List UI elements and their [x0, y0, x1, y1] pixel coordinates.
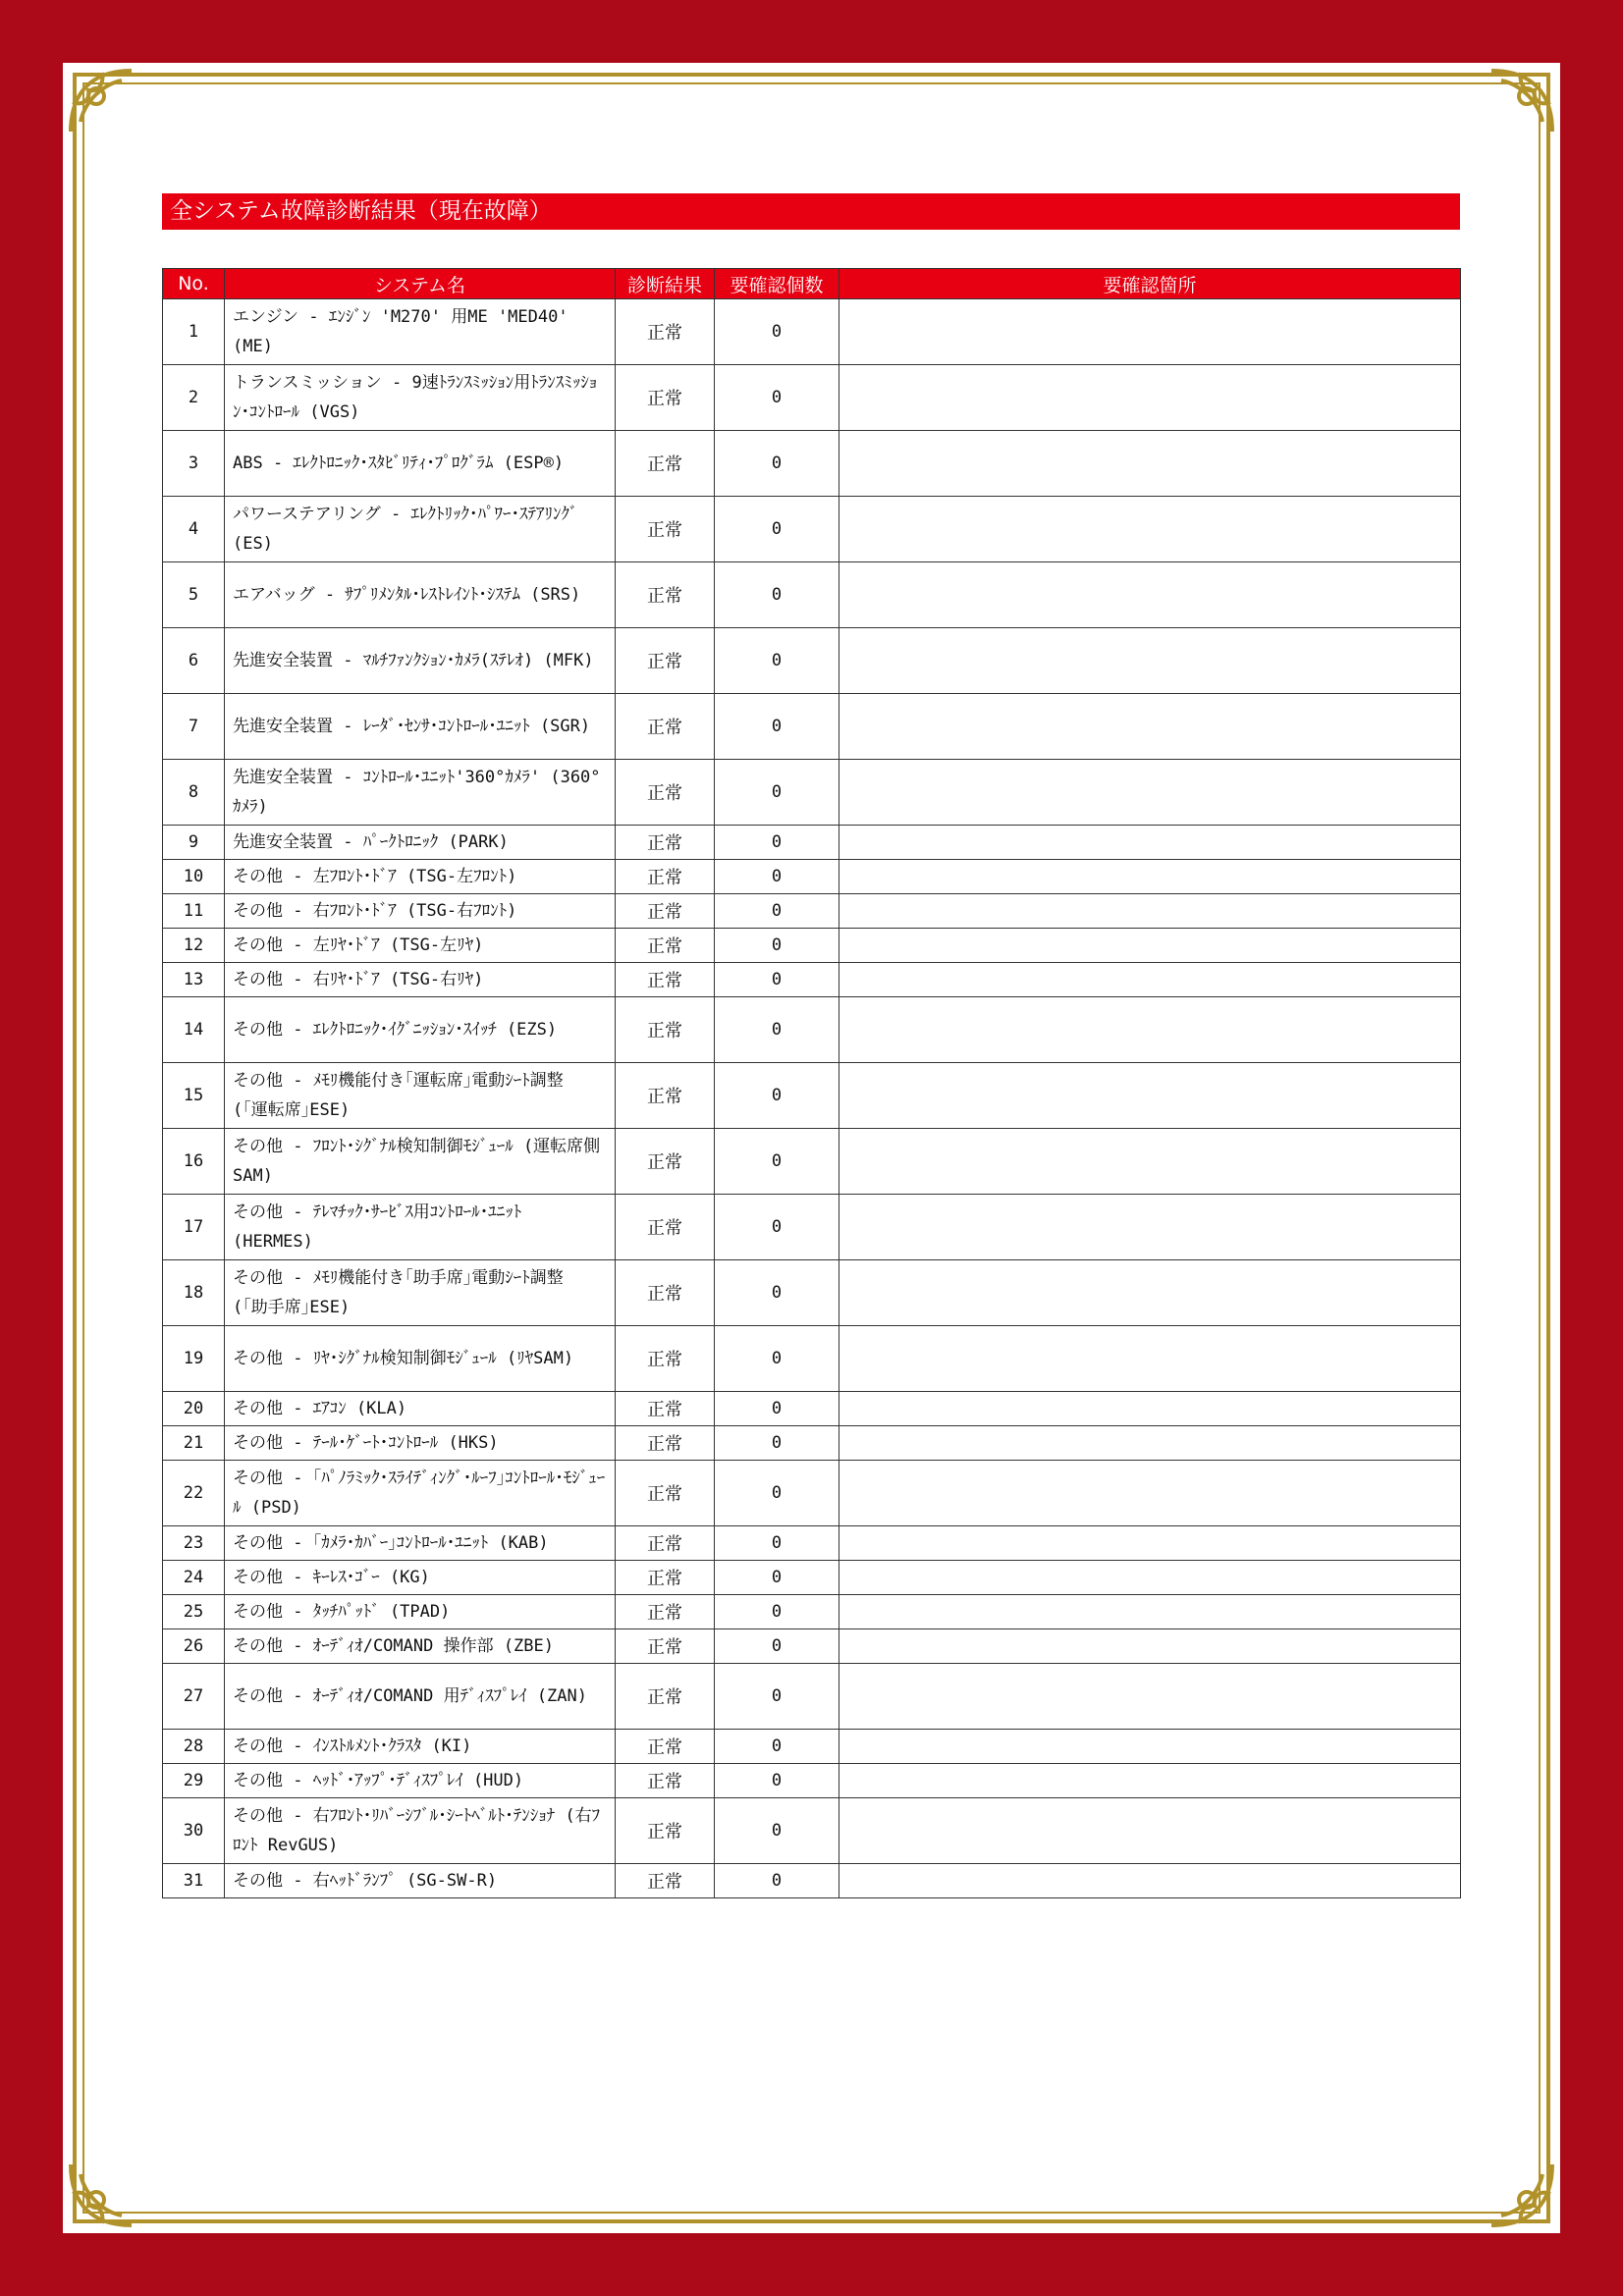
row-number: 23: [163, 1526, 225, 1561]
table-row: [163, 299, 1461, 365]
check-location: [839, 1561, 1461, 1595]
diagnosis-result: 正常: [616, 1864, 715, 1898]
system-name: 先進安全装置 - ﾚｰﾀﾞ･ｾﾝｻ･ｺﾝﾄﾛｰﾙ･ﾕﾆｯﾄ (SGR): [225, 694, 616, 760]
check-count: 0: [715, 431, 839, 497]
check-location: [839, 997, 1461, 1063]
report-page: [63, 63, 1560, 2233]
row-number: 10: [163, 860, 225, 894]
system-name: ABS - ｴﾚｸﾄﾛﾆｯｸ･ｽﾀﾋﾞﾘﾃｨ･ﾌﾟﾛｸﾞﾗﾑ (ESP®): [225, 431, 616, 497]
row-number: 27: [163, 1664, 225, 1730]
check-location: [839, 860, 1461, 894]
system-name: その他 - ｢ﾊﾟﾉﾗﾐｯｸ･ｽﾗｲﾃﾞｨﾝｸﾞ･ﾙｰﾌ｣ｺﾝﾄﾛｰﾙ･ﾓｼﾞｭｰﾙ (PSD): [225, 1461, 616, 1526]
diagnosis-result: 正常: [616, 628, 715, 694]
check-location: [839, 1864, 1461, 1898]
diagnosis-result: 正常: [616, 497, 715, 562]
table-row: [163, 1730, 1461, 1764]
diagnosis-result: 正常: [616, 860, 715, 894]
table-row: [163, 1864, 1461, 1898]
check-count: 0: [715, 1764, 839, 1798]
system-name: エアバッグ - ｻﾌﾟﾘﾒﾝﾀﾙ･ﾚｽﾄﾚｲﾝﾄ･ｼｽﾃﾑ (SRS): [225, 562, 616, 628]
row-number: 1: [163, 299, 225, 365]
check-location: [839, 1664, 1461, 1730]
check-location: [839, 1730, 1461, 1764]
check-location: [839, 1260, 1461, 1326]
check-location: [839, 1426, 1461, 1461]
check-count: 0: [715, 1461, 839, 1526]
table-row: [163, 1129, 1461, 1195]
table-row: [163, 1561, 1461, 1595]
row-number: 29: [163, 1764, 225, 1798]
diagnosis-result: 正常: [616, 1392, 715, 1426]
check-count: 0: [715, 1864, 839, 1898]
table-row: [163, 826, 1461, 860]
ornament-corner-icon: [63, 2145, 151, 2233]
check-count: 0: [715, 1195, 839, 1260]
table-header-row: [163, 269, 1461, 299]
system-name: その他 - 右ﾘﾔ･ﾄﾞｱ (TSG-右ﾘﾔ): [225, 963, 616, 997]
check-location: [839, 1195, 1461, 1260]
check-location: [839, 929, 1461, 963]
diagnosis-result: 正常: [616, 1798, 715, 1864]
ornament-corner-icon: [63, 63, 151, 151]
system-name: その他 - ｵｰﾃﾞｨｵ/COMAND 操作部 (ZBE): [225, 1629, 616, 1664]
check-count: 0: [715, 1063, 839, 1129]
system-name: パワーステアリング - ｴﾚｸﾄﾘｯｸ･ﾊﾟﾜｰ･ｽﾃｱﾘﾝｸﾞ (ES): [225, 497, 616, 562]
table-row: [163, 1664, 1461, 1730]
system-name: その他 - 左ﾘﾔ･ﾄﾞｱ (TSG-左ﾘﾔ): [225, 929, 616, 963]
table-row: [163, 963, 1461, 997]
diagnosis-result: 正常: [616, 431, 715, 497]
table-row: [163, 1326, 1461, 1392]
system-name: その他 - ｴｱｺﾝ (KLA): [225, 1392, 616, 1426]
diagnosis-result: 正常: [616, 1764, 715, 1798]
check-location: [839, 1629, 1461, 1664]
row-number: 20: [163, 1392, 225, 1426]
check-count: 0: [715, 1730, 839, 1764]
header-no: No.: [163, 269, 225, 299]
system-name: その他 - 左ﾌﾛﾝﾄ･ﾄﾞｱ (TSG-左ﾌﾛﾝﾄ): [225, 860, 616, 894]
system-name: その他 - ｴﾚｸﾄﾛﾆｯｸ･ｲｸﾞﾆｯｼｮﾝ･ｽｲｯﾁ (EZS): [225, 997, 616, 1063]
row-number: 16: [163, 1129, 225, 1195]
system-name: 先進安全装置 - ｺﾝﾄﾛｰﾙ･ﾕﾆｯﾄ'360°ｶﾒﾗ' (360°ｶﾒﾗ): [225, 760, 616, 826]
check-count: 0: [715, 1392, 839, 1426]
check-count: 0: [715, 894, 839, 929]
check-location: [839, 760, 1461, 826]
diagnosis-result: 正常: [616, 1595, 715, 1629]
diagnosis-result: 正常: [616, 963, 715, 997]
diagnosis-result: 正常: [616, 826, 715, 860]
check-location: [839, 1326, 1461, 1392]
row-number: 4: [163, 497, 225, 562]
row-number: 26: [163, 1629, 225, 1664]
row-number: 19: [163, 1326, 225, 1392]
check-count: 0: [715, 562, 839, 628]
row-number: 24: [163, 1561, 225, 1595]
row-number: 9: [163, 826, 225, 860]
diagnosis-result: 正常: [616, 929, 715, 963]
header-location: 要確認箇所: [839, 269, 1461, 299]
diagnosis-result: 正常: [616, 1063, 715, 1129]
check-location: [839, 562, 1461, 628]
diagnosis-result: 正常: [616, 997, 715, 1063]
check-count: 0: [715, 929, 839, 963]
report-title: 全システム故障診断結果（現在故障）: [162, 193, 1460, 230]
diagnosis-result: 正常: [616, 1129, 715, 1195]
diagnosis-result: 正常: [616, 1664, 715, 1730]
diagnosis-result: 正常: [616, 1526, 715, 1561]
diagnosis-result: 正常: [616, 1426, 715, 1461]
table-row: [163, 694, 1461, 760]
check-location: [839, 1129, 1461, 1195]
table-row: [163, 1461, 1461, 1526]
row-number: 8: [163, 760, 225, 826]
diagnosis-table: [162, 268, 1461, 1898]
table-row: [163, 1798, 1461, 1864]
table-row: [163, 1764, 1461, 1798]
check-location: [839, 894, 1461, 929]
diagnosis-result: 正常: [616, 1326, 715, 1392]
table-row: [163, 562, 1461, 628]
table-row: [163, 929, 1461, 963]
diagnosis-result: 正常: [616, 1730, 715, 1764]
row-number: 13: [163, 963, 225, 997]
diagnosis-result: 正常: [616, 299, 715, 365]
row-number: 5: [163, 562, 225, 628]
diagnosis-result: 正常: [616, 562, 715, 628]
row-number: 31: [163, 1864, 225, 1898]
system-name: その他 - ﾘﾔ･ｼｸﾞﾅﾙ検知制御ﾓｼﾞｭｰﾙ (ﾘﾔSAM): [225, 1326, 616, 1392]
system-name: その他 - ﾃｰﾙ･ｹﾞｰﾄ･ｺﾝﾄﾛｰﾙ (HKS): [225, 1426, 616, 1461]
check-count: 0: [715, 1526, 839, 1561]
ornament-corner-icon: [1472, 63, 1560, 151]
check-count: 0: [715, 694, 839, 760]
diagnosis-result: 正常: [616, 1561, 715, 1595]
table-row: [163, 1426, 1461, 1461]
table-row: [163, 628, 1461, 694]
row-number: 14: [163, 997, 225, 1063]
check-count: 0: [715, 1260, 839, 1326]
row-number: 30: [163, 1798, 225, 1864]
check-count: 0: [715, 1561, 839, 1595]
system-name: エンジン - ｴﾝｼﾞﾝ 'M270' 用ME 'MED40' (ME): [225, 299, 616, 365]
diagnosis-result: 正常: [616, 1629, 715, 1664]
check-location: [839, 497, 1461, 562]
system-name: その他 - 右ﾌﾛﾝﾄ･ﾘﾊﾞｰｼﾌﾞﾙ･ｼｰﾄﾍﾞﾙﾄ･ﾃﾝｼｮﾅ (右ﾌﾛﾝﾄ RevGUS): [225, 1798, 616, 1864]
header-system: システム名: [225, 269, 616, 299]
check-count: 0: [715, 365, 839, 431]
header-count: 要確認個数: [715, 269, 839, 299]
table-row: [163, 1526, 1461, 1561]
table-row: [163, 1063, 1461, 1129]
system-name: その他 - ｵｰﾃﾞｨｵ/COMAND 用ﾃﾞｨｽﾌﾟﾚｲ (ZAN): [225, 1664, 616, 1730]
check-location: [839, 1764, 1461, 1798]
system-name: その他 - ﾍｯﾄﾞ･ｱｯﾌﾟ･ﾃﾞｨｽﾌﾟﾚｲ (HUD): [225, 1764, 616, 1798]
check-location: [839, 1461, 1461, 1526]
header-result: 診断結果: [616, 269, 715, 299]
check-location: [839, 826, 1461, 860]
row-number: 22: [163, 1461, 225, 1526]
table-row: [163, 497, 1461, 562]
table-row: [163, 1629, 1461, 1664]
row-number: 6: [163, 628, 225, 694]
diagnosis-result: 正常: [616, 365, 715, 431]
diagnosis-result: 正常: [616, 894, 715, 929]
system-name: その他 - ｷｰﾚｽ･ｺﾞｰ (KG): [225, 1561, 616, 1595]
check-count: 0: [715, 1595, 839, 1629]
system-name: その他 - ﾌﾛﾝﾄ･ｼｸﾞﾅﾙ検知制御ﾓｼﾞｭｰﾙ (運転席側SAM): [225, 1129, 616, 1195]
check-count: 0: [715, 628, 839, 694]
check-location: [839, 1595, 1461, 1629]
check-count: 0: [715, 760, 839, 826]
system-name: その他 - 右ﾍｯﾄﾞﾗﾝﾌﾟ (SG-SW-R): [225, 1864, 616, 1898]
row-number: 12: [163, 929, 225, 963]
table-row: [163, 1595, 1461, 1629]
diagnosis-result: 正常: [616, 1195, 715, 1260]
system-name: その他 - ﾒﾓﾘ機能付き｢助手席｣電動ｼｰﾄ調整 (｢助手席｣ESE): [225, 1260, 616, 1326]
system-name: その他 - ﾃﾚﾏﾁｯｸ･ｻｰﾋﾞｽ用ｺﾝﾄﾛｰﾙ･ﾕﾆｯﾄ (HERMES): [225, 1195, 616, 1260]
check-location: [839, 694, 1461, 760]
table-row: [163, 860, 1461, 894]
table-row: [163, 1195, 1461, 1260]
table-row: [163, 431, 1461, 497]
check-location: [839, 431, 1461, 497]
row-number: 25: [163, 1595, 225, 1629]
ornament-corner-icon: [1472, 2145, 1560, 2233]
system-name: その他 - ﾒﾓﾘ機能付き｢運転席｣電動ｼｰﾄ調整 (｢運転席｣ESE): [225, 1063, 616, 1129]
check-location: [839, 1526, 1461, 1561]
system-name: 先進安全装置 - ﾏﾙﾁﾌｧﾝｸｼｮﾝ･ｶﾒﾗ(ｽﾃﾚｵ) (MFK): [225, 628, 616, 694]
check-count: 0: [715, 1326, 839, 1392]
check-location: [839, 628, 1461, 694]
table-row: [163, 997, 1461, 1063]
check-location: [839, 963, 1461, 997]
check-count: 0: [715, 997, 839, 1063]
row-number: 18: [163, 1260, 225, 1326]
check-count: 0: [715, 1629, 839, 1664]
table-row: [163, 760, 1461, 826]
check-count: 0: [715, 860, 839, 894]
check-count: 0: [715, 1664, 839, 1730]
check-count: 0: [715, 299, 839, 365]
table-row: [163, 1260, 1461, 1326]
system-name: その他 - ｢ｶﾒﾗ･ｶﾊﾞｰ｣ｺﾝﾄﾛｰﾙ･ﾕﾆｯﾄ (KAB): [225, 1526, 616, 1561]
row-number: 17: [163, 1195, 225, 1260]
check-location: [839, 365, 1461, 431]
row-number: 15: [163, 1063, 225, 1129]
system-name: その他 - ｲﾝｽﾄﾙﾒﾝﾄ･ｸﾗｽﾀ (KI): [225, 1730, 616, 1764]
check-location: [839, 1392, 1461, 1426]
check-count: 0: [715, 963, 839, 997]
check-count: 0: [715, 1798, 839, 1864]
check-location: [839, 299, 1461, 365]
row-number: 7: [163, 694, 225, 760]
diagnosis-result: 正常: [616, 760, 715, 826]
check-count: 0: [715, 1426, 839, 1461]
row-number: 3: [163, 431, 225, 497]
diagnosis-result: 正常: [616, 1461, 715, 1526]
row-number: 21: [163, 1426, 225, 1461]
check-location: [839, 1798, 1461, 1864]
table-row: [163, 365, 1461, 431]
system-name: 先進安全装置 - ﾊﾟｰｸﾄﾛﾆｯｸ (PARK): [225, 826, 616, 860]
table-row: [163, 1392, 1461, 1426]
system-name: その他 - ﾀｯﾁﾊﾟｯﾄﾞ (TPAD): [225, 1595, 616, 1629]
row-number: 2: [163, 365, 225, 431]
check-count: 0: [715, 826, 839, 860]
diagnosis-result: 正常: [616, 1260, 715, 1326]
system-name: その他 - 右ﾌﾛﾝﾄ･ﾄﾞｱ (TSG-右ﾌﾛﾝﾄ): [225, 894, 616, 929]
diagnosis-result: 正常: [616, 694, 715, 760]
row-number: 11: [163, 894, 225, 929]
check-count: 0: [715, 1129, 839, 1195]
row-number: 28: [163, 1730, 225, 1764]
table-row: [163, 894, 1461, 929]
check-count: 0: [715, 497, 839, 562]
check-location: [839, 1063, 1461, 1129]
system-name: トランスミッション - 9速ﾄﾗﾝｽﾐｯｼｮﾝ用ﾄﾗﾝｽﾐｯｼｮﾝ･ｺﾝﾄﾛｰﾙ (VGS): [225, 365, 616, 431]
